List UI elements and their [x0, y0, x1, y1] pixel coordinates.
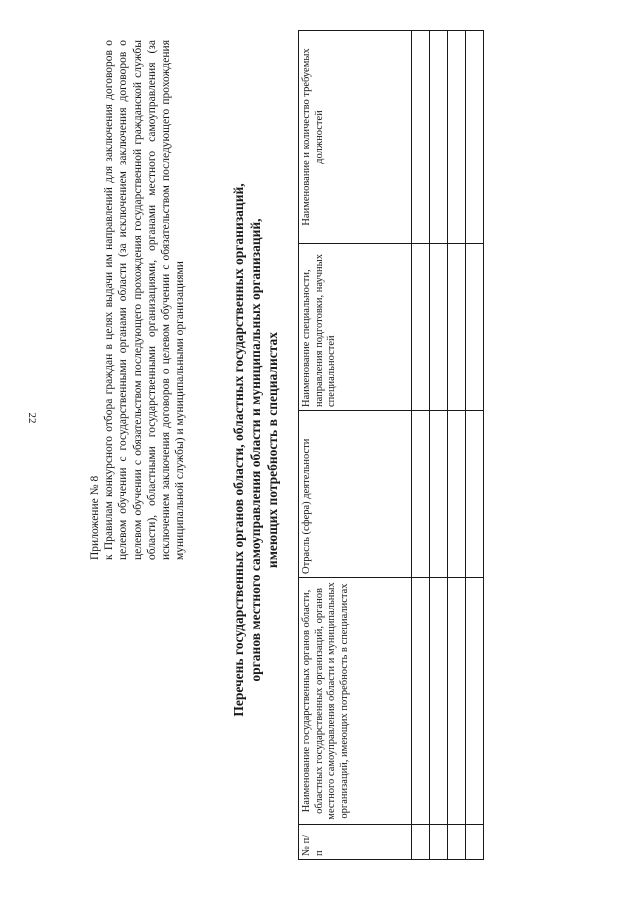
rotated-page-content	[80, 20, 500, 880]
table-row	[466, 31, 484, 860]
table-cell	[430, 825, 448, 860]
table-cell	[412, 411, 430, 578]
appendix-block	[88, 40, 187, 560]
table-cell	[466, 244, 484, 411]
table-header-row	[299, 31, 412, 860]
header-organization-name: Наименование государственных органов области, областных государственных организаций, органов местного самоуправления области и муниципальных организаций, имеющих потребность в специалистах	[299, 578, 412, 825]
table-cell	[430, 578, 448, 825]
table-cell	[412, 825, 430, 860]
table-cell	[430, 31, 448, 244]
table-cell	[448, 411, 466, 578]
page-number: 22	[26, 412, 38, 424]
heading-line-1: Перечень государственных органов области, областных государственных организаций,	[231, 183, 246, 717]
table-cell	[448, 578, 466, 825]
appendix-title: Приложение № 8	[89, 475, 101, 560]
heading-line-2: органов местного самоуправления области и муниципальных организаций,	[248, 218, 263, 682]
header-positions: Наименование и количество требуемых должностей	[299, 31, 412, 244]
table-cell	[412, 244, 430, 411]
header-specialty: Наименование специальности, направления подготовки, научных специальностей	[299, 244, 412, 411]
table-cell	[412, 578, 430, 825]
table-row	[448, 31, 466, 860]
table-cell	[448, 825, 466, 860]
table-cell	[466, 411, 484, 578]
table-cell	[430, 411, 448, 578]
document-heading	[230, 100, 281, 800]
table-cell	[448, 31, 466, 244]
heading-line-3: имеющих потребность в специалистах	[265, 331, 280, 569]
appendix-text: к Правилам конкурсного отбора граждан в целях выдачи им направлений для заключения договоров о целевом обучении с государственными органами области (за исключением заключения договоров о целевом обучении с обязательством последующего прохождения государственной гражданской службы области), областными государственными организациями, органами местного самоуправления (за исключением заключения договоров о целевом обучении с обязательством последующего прохождения муниципальной службы) и муниципальными организациями	[103, 40, 187, 560]
header-sphere: Отрасль (сфера) деятельности	[299, 411, 412, 578]
header-num: № п/ п	[299, 825, 412, 860]
table-cell	[466, 825, 484, 860]
table-cell	[466, 578, 484, 825]
table-cell	[448, 244, 466, 411]
specialists-table	[298, 30, 484, 860]
table-row	[412, 31, 430, 860]
table-row	[430, 31, 448, 860]
table-cell	[412, 31, 430, 244]
table-cell	[466, 31, 484, 244]
table-cell	[430, 244, 448, 411]
